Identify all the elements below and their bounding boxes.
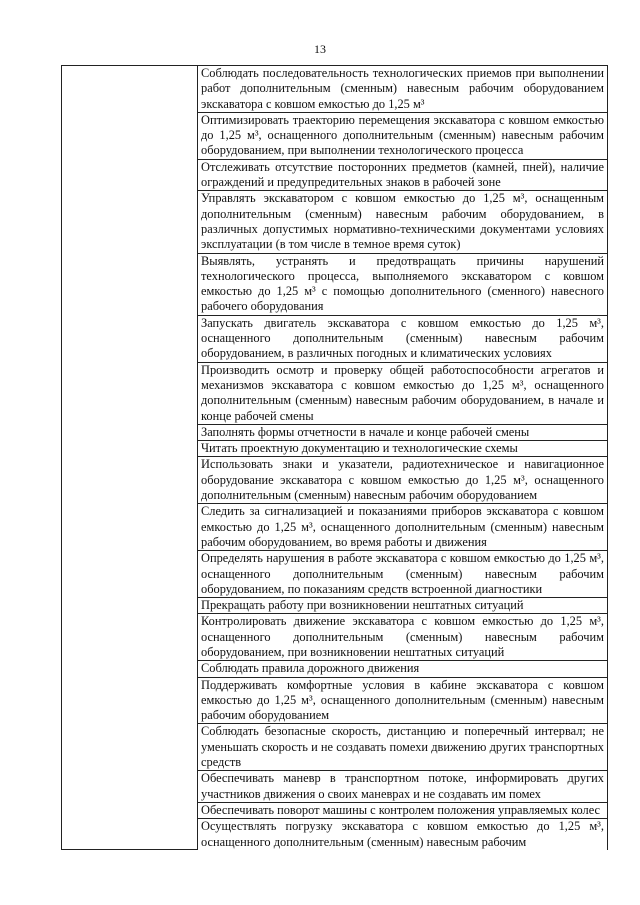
skills-table [61,65,608,850]
skill-item: Оптимизировать траекторию перемещения экскаватора с ковшом емкостью до 1,25 м³, оснащенного дополнительным (сменным) навесным рабочим оборудованием, при выполнении технологического процесса [198,112,608,159]
skill-item: Поддерживать комфортные условия в кабине экскаватора с ковшом емкостью до 1,25 м³, оснащенного дополнительным (сменным) навесным рабочим оборудованием [198,677,608,724]
page-number: 13 [314,42,326,56]
skill-item: Прекращать работу при возникновении нештатных ситуаций [198,598,608,614]
skill-item: Запускать двигатель экскаватора с ковшом емкостью до 1,25 м³, оснащенного дополнительным (сменным) навесным рабочим оборудованием, в различных погодных и климатических условиях [198,315,608,362]
left-column-cell [62,66,198,850]
table-row [62,66,608,113]
skill-item: Обеспечивать маневр в транспортном потоке, информировать других участников движения о своих маневрах и не создавать им помех [198,771,608,803]
skill-item: Заполнять формы отчетности в начале и конце рабочей смены [198,424,608,440]
skill-item: Соблюдать последовательность технологических приемов при выполнении работ дополнительным (сменным) навесным рабочим оборудованием экскаватора с ковшом емкостью до 1,25 м³ [198,66,608,113]
skill-item: Следить за сигнализацией и показаниями приборов экскаватора с ковшом емкостью до 1,25 м³, оснащенного дополнительным (сменным) навесным рабочим оборудованием, во время работы и движения [198,504,608,551]
skill-item: Выявлять, устранять и предотвращать причины нарушений технологического процесса, выполняемого экскаватором с ковшом емкостью до 1,25 м³ с помощью дополнительного (сменного) навесного рабочего оборудования [198,253,608,315]
skill-item: Производить осмотр и проверку общей работоспособности агрегатов и механизмов экскаватора с ковшом емкостью до 1,25 м³, оснащенного дополнительным (сменным) навесным рабочим оборудованием, в начале и конце рабочей смены [198,362,608,424]
skill-item: Управлять экскаватором с ковшом емкостью до 1,25 м³, оснащенным дополнительным (сменным) навесным рабочим оборудованием, в различных допустимых нормативно-техническими документами условиях эксплуатации (в том числе в темное время суток) [198,191,608,253]
skill-item: Использовать знаки и указатели, радиотехническое и навигационное оборудование экскаватора с ковшом емкостью до 1,25 м³, оснащенного дополнительным (сменным) навесным рабочим оборудованием [198,457,608,504]
skill-item: Определять нарушения в работе экскаватора с ковшом емкостью до 1,25 м³, оснащенного дополнительным (сменным) навесным рабочим оборудованием, по показаниям средств встроенной диагностики [198,551,608,598]
skill-item: Читать проектную документацию и технологические схемы [198,441,608,457]
skill-item: Соблюдать правила дорожного движения [198,661,608,677]
skill-item: Отслеживать отсутствие посторонних предметов (камней, пней), наличие ограждений и предупредительных знаков в рабочей зоне [198,159,608,191]
skill-item: Соблюдать безопасные скорость, дистанцию и поперечный интервал; не уменьшать скорость и не создавать помехи движению других транспортных средств [198,724,608,771]
skill-item: Обеспечивать поворот машины с контролем положения управляемых колес [198,802,608,818]
skill-item: Контролировать движение экскаватора с ковшом емкостью до 1,25 м³, оснащенного дополнительным (сменным) навесным рабочим оборудованием, при возникновении нештатных ситуаций [198,614,608,661]
skill-item: Осуществлять погрузку экскаватора с ковшом емкостью до 1,25 м³, оснащенного дополнительным (сменным) навесным рабочим [198,819,608,850]
